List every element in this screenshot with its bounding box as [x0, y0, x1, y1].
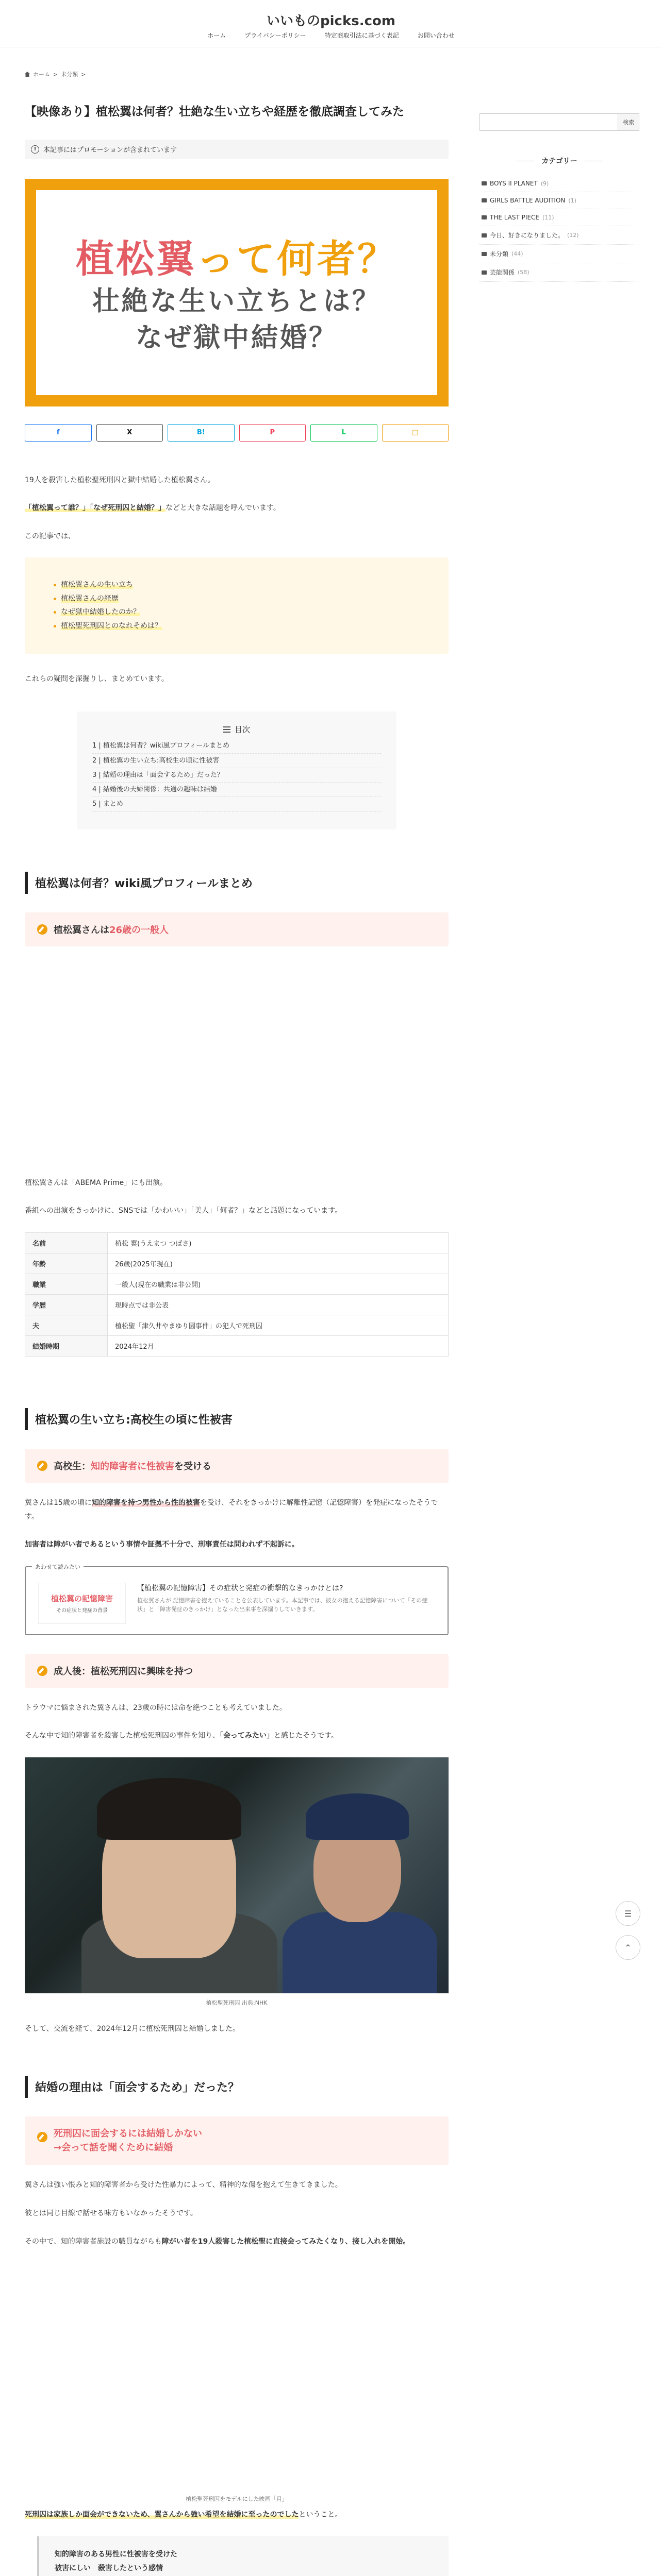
nav-privacy[interactable]: プライバシーポリシー — [244, 32, 306, 39]
list-item: 植松翼さんの経歴 — [54, 592, 420, 606]
paragraph: 加害者は障がい者であるという事情や証拠不十分で、刑事責任は問われず不起訴に。 — [25, 1540, 299, 1549]
paragraph: 彼とは同じ目線で話せる味方もいなかったそうです。 — [25, 2209, 197, 2218]
site-header — [0, 0, 662, 47]
toc-float-button[interactable]: ☰ — [616, 1901, 640, 1926]
share-line-button[interactable]: L — [310, 424, 377, 442]
breadcrumb — [25, 70, 86, 78]
paragraph: 番組への出演をきっかけに、SNSでは「かわいい」「美人」「何者？」などと話題になっています。 — [25, 1207, 342, 1215]
toc-item[interactable]: 3 | 結婚の理由は「面会するため」だった？ — [92, 768, 381, 783]
folder-icon — [482, 233, 487, 238]
article-title: 【映像あり】植松翼は何者？壮絶な生い立ちや経歴を徹底調査してみた — [25, 105, 404, 118]
subsection-heading: 高校生：知的障害者に性被害を受ける — [25, 1449, 449, 1483]
category-title: カテゴリー — [479, 156, 639, 166]
nav-contact[interactable]: お問い合わせ — [417, 32, 455, 39]
paragraph: 死刑囚は家族しか面会ができないため、翼さんから強い希望を結婚に至ったのでしたということ。 — [25, 2511, 342, 2519]
toc-item[interactable]: 4 | 結婚後の夫婦関係：共通の趣味は結婚 — [92, 783, 381, 797]
search-form — [479, 113, 639, 131]
subsection-heading: 成人後：植松死刑囚に興味を持つ — [25, 1654, 449, 1688]
share-buttons — [25, 424, 449, 442]
category-item[interactable]: 未分類 (44) — [479, 245, 639, 263]
pen-icon — [37, 1461, 47, 1471]
share-facebook-button[interactable]: f — [25, 424, 92, 442]
search-input[interactable] — [479, 113, 618, 131]
table-row: 年齢 26歳(2025年現在) — [25, 1253, 449, 1274]
section-heading: 結婚の理由は「面会するため」だった？ — [25, 2076, 449, 2098]
folder-icon — [482, 270, 487, 275]
article-photo — [25, 1757, 449, 1993]
folder-icon — [482, 252, 487, 256]
category-item[interactable]: 芸能関係 (58) — [479, 263, 639, 282]
category-item[interactable]: GIRLS BATTLE AUDITION (1) — [479, 192, 639, 209]
table-row: 夫 植松聖「津久井やまゆり園事件」の犯人で死刑囚 — [25, 1315, 449, 1335]
category-item[interactable]: THE LAST PIECE (11) — [479, 209, 639, 226]
related-tag: あわせて読みたい — [32, 1563, 84, 1571]
pen-icon — [37, 924, 47, 935]
eyecatch-subtitle-2: なぜ獄中結婚？ — [135, 322, 338, 353]
related-article-card[interactable] — [25, 1563, 449, 1635]
table-row: 職業 一般人(現在の職業は非公開) — [25, 1274, 449, 1294]
toc-item[interactable]: 1 | 植松翼は何者？wiki風プロフィールまとめ — [92, 739, 381, 753]
list-item: 植松聖死刑囚とのなれそめは？ — [54, 619, 420, 633]
breadcrumb-category[interactable]: 未分類 — [61, 71, 78, 78]
folder-icon — [482, 215, 487, 219]
share-pocket-button[interactable]: P — [239, 424, 306, 442]
list-icon — [223, 726, 230, 733]
pr-notice-text: 本記事にはプロモーションが含まれています — [43, 146, 177, 154]
eyecatch-name: 植松翼 — [76, 237, 196, 282]
folder-icon — [482, 181, 487, 185]
table-of-contents — [77, 711, 396, 829]
category-item[interactable]: 今日、好きになりました。 (12) — [479, 226, 639, 245]
home-icon — [25, 72, 30, 77]
article — [25, 103, 449, 2576]
highlight-text: 「植松翼って誰？」「なぜ死刑囚と結婚？」 — [25, 504, 166, 513]
copy-link-button[interactable]: □ — [382, 424, 449, 442]
intro-text: などと大きな話題を呼んでいます。 — [166, 504, 280, 513]
related-excerpt: 植松翼さんが 記憶障害を抱えていることを公表しています。本記事では、彼女の抱える記憶障害について「その症状」と「障害発症のきっかけ」となった出来事を深掘りしていきます。 — [137, 1597, 428, 1613]
photo-caption: 植松聖死刑囚をモデルにした映画「月」 — [186, 2496, 288, 2503]
toc-title: 目次 — [92, 724, 381, 735]
nav-tokushoho[interactable]: 特定商取引法に基づく表記 — [324, 32, 399, 39]
share-hatena-button[interactable]: B! — [168, 424, 235, 442]
paragraph: そんな中で知的障害者を殺害した植松死刑囚の事件を知り、「会ってみたい」と感じたそうです。 — [25, 1732, 338, 1740]
info-icon: ! — [31, 145, 39, 154]
point-list-box — [25, 557, 449, 653]
paragraph: そして、交流を経て、2024年12月に植松死刑囚と結婚しました。 — [25, 2024, 240, 2033]
list-item: 植松翼さんの生い立ち — [54, 578, 420, 592]
pr-notice — [25, 140, 449, 159]
intro-paragraph: これらの疑問を深掘りし、まとめています。 — [25, 674, 169, 683]
eyecatch-subtitle: 壮絶な生い立ちとは？ — [92, 286, 381, 317]
breadcrumb-separator: > — [81, 71, 86, 78]
eyecatch-question: って何者？ — [196, 237, 398, 282]
related-title: 【植松翼の記憶障害】その症状と発症の衝撃的なきっかけとは? — [137, 1584, 343, 1592]
intro-paragraph: 19人を殺害した植松聖死刑囚と獄中結婚した植松翼さん。 — [25, 476, 215, 484]
paragraph: 翼さんは強い恨みと知的障害者から受けた性暴力によって、精神的な傷を抱えて生きてきました。 — [25, 2181, 342, 2190]
pen-icon — [37, 2132, 47, 2142]
eyecatch-image — [25, 179, 449, 406]
breadcrumb-home[interactable]: ホーム — [33, 71, 50, 78]
subsection-heading: 植松翼さんは26歳の一般人 — [25, 912, 449, 946]
global-nav — [0, 31, 662, 40]
site-logo[interactable]: いいものpicks.com — [267, 13, 395, 29]
toc-item[interactable]: 5 | まとめ — [92, 797, 381, 811]
breadcrumb-separator: > — [53, 71, 58, 78]
section-heading: 植松翼は何者？wiki風プロフィールまとめ — [25, 872, 449, 894]
category-item[interactable]: BOYS II PLANET (9) — [479, 175, 639, 192]
search-button[interactable]: 検索 — [618, 113, 639, 131]
table-row: 学歴 現時点では非公表 — [25, 1294, 449, 1315]
table-row: 名前 植松 翼(うえまつ つばさ) — [25, 1232, 449, 1253]
photo-caption: 植松聖死刑囚 出典:NHK — [206, 1999, 268, 2006]
sidebar — [479, 113, 639, 282]
section-heading: 植松翼の生い立ち:高校生の頃に性被害 — [25, 1408, 449, 1430]
quote-block: 知的障害のある男性に性被害を受けた 被害にしい 殺害したという感情 — [37, 2536, 449, 2576]
embed-placeholder — [25, 2263, 449, 2495]
paragraph: 翼さんは15歳の頃に知的障害を持つ男性から性的被害を受け、それをきっかけに解離性記憶（記憶障害）を発症になったそうです。 — [25, 1498, 438, 1521]
intro-paragraph — [25, 501, 449, 515]
profile-table — [25, 1232, 449, 1357]
pen-icon — [37, 1666, 47, 1676]
toc-item[interactable]: 2 | 植松翼の生い立ち:高校生の頃に性被害 — [92, 754, 381, 768]
paragraph: その中で、知的障害者施設の職員ながらも障がい者を19人殺害した植松聖に直接会ってみたくなり、接し入れを開始。 — [25, 2237, 410, 2246]
folder-icon — [482, 198, 487, 202]
related-thumbnail: 植松翼の記憶障害 その症状と発症の背景 — [38, 1583, 126, 1624]
paragraph: トラウマに悩まされた翼さんは、23歳の時には命を絶つことも考えていました。 — [25, 1703, 287, 1712]
list-item: なぜ獄中結婚したのか？ — [54, 605, 420, 619]
subsection-heading: 死刑囚に面会するには結婚しかない →会って話を聞くために結婚 — [25, 2116, 449, 2165]
intro-paragraph: この記事では、 — [25, 532, 75, 540]
embed-placeholder — [25, 960, 449, 1176]
back-to-top-button[interactable]: ⌃ — [616, 1935, 640, 1960]
paragraph: 植松翼さんは「ABEMA Prime」にも出演。 — [25, 1178, 168, 1187]
share-x-button[interactable]: X — [96, 424, 163, 442]
table-row: 結婚時期 2024年12月 — [25, 1335, 449, 1356]
nav-home[interactable]: ホーム — [207, 32, 226, 39]
